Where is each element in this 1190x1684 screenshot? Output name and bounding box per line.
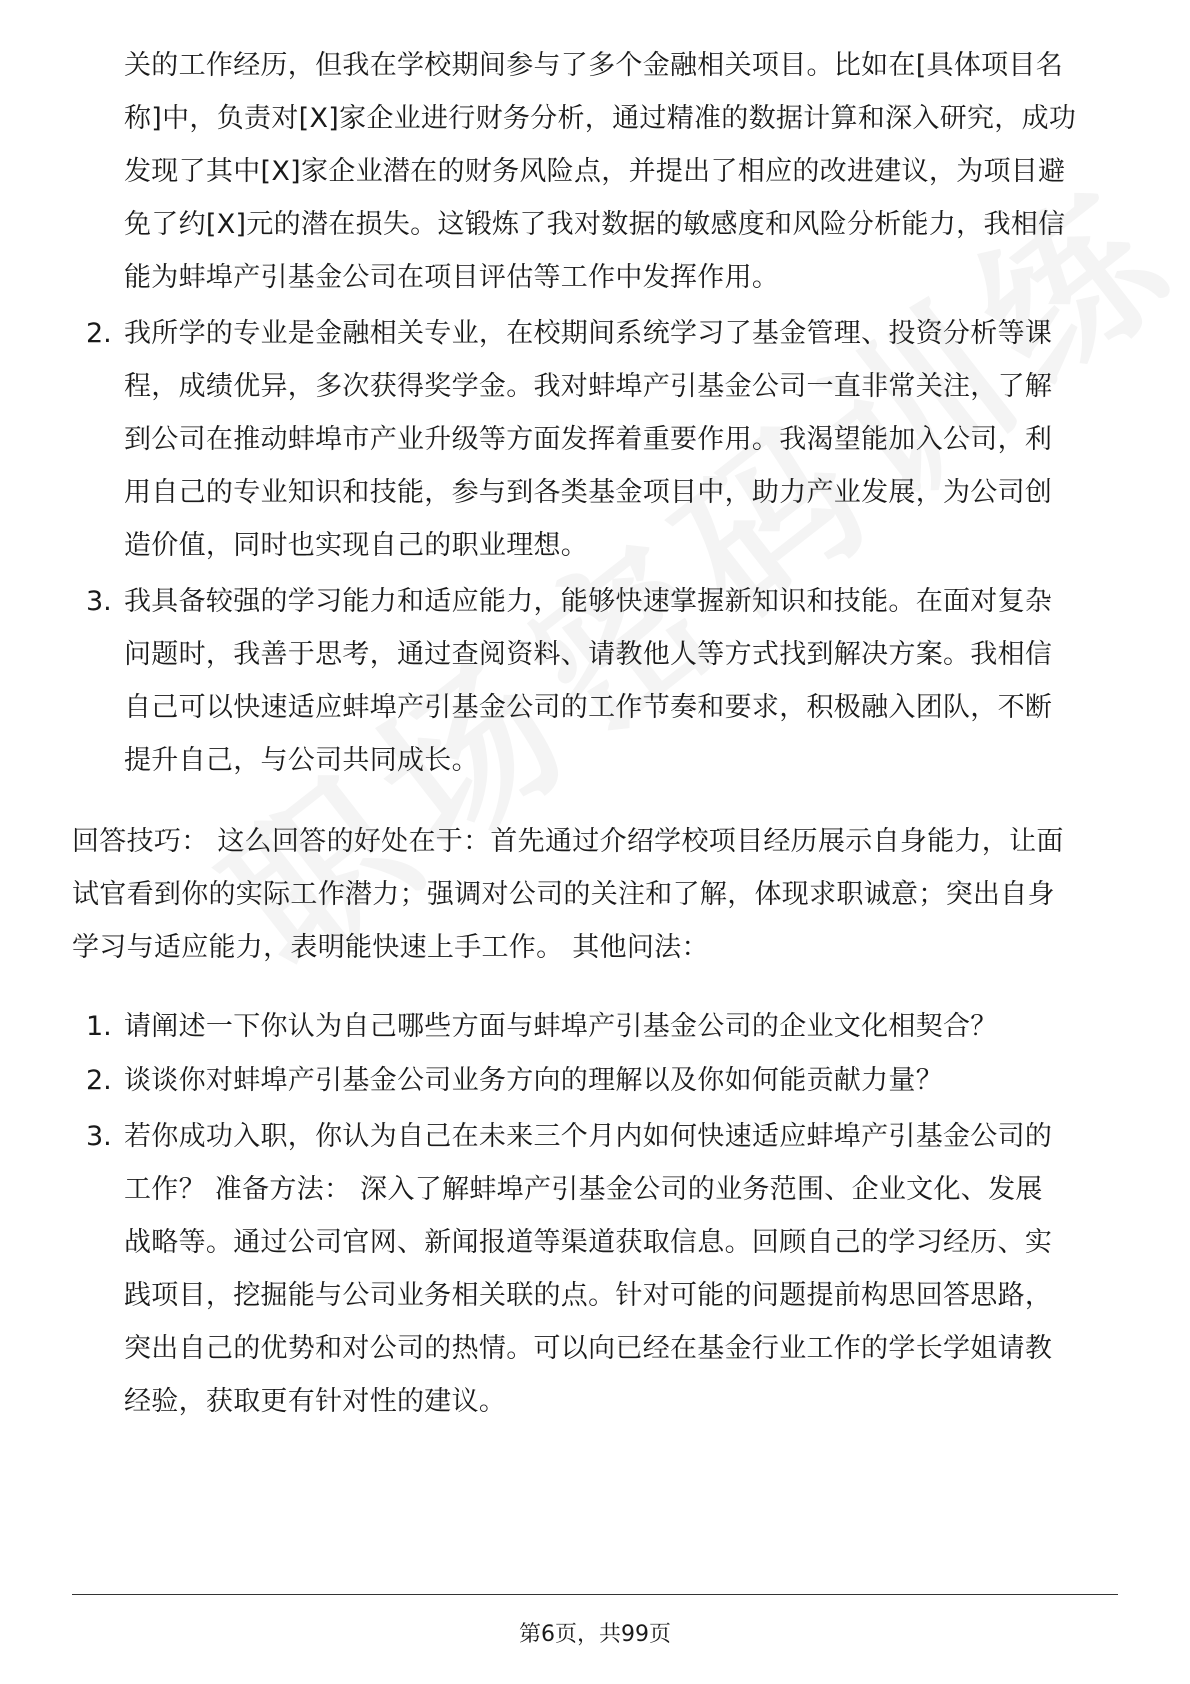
question-line: 突出自己的优势和对公司的热情。可以向已经在基金行业工作的学长学姐请教 xyxy=(124,1333,1053,1364)
question-line: 战略等。通过公司官网、新闻报道等渠道获取信息。回顾自己的学习经历、实 xyxy=(124,1227,1053,1258)
tips-line: 学习与适应能力，表明能快速上手工作。 其他问法： xyxy=(72,932,709,963)
question-line: 工作？ 准备方法： 深入了解蚌埠产引基金公司的业务范围、企业文化、发展 xyxy=(124,1174,1043,1205)
question-line: 践项目，挖掘能与公司业务相关联的点。针对可能的问题提前构思回答思路， xyxy=(124,1280,1053,1311)
list-item-line: 造价值，同时也实现自己的职业理想。 xyxy=(124,530,589,561)
list-number: 2. xyxy=(86,1065,112,1096)
paragraph-line: 免了约[X]元的潜在损失。这锻炼了我对数据的敏感度和风险分析能力，我相信 xyxy=(124,209,1066,240)
list-item-line: 我所学的专业是金融相关专业，在校期间系统学习了基金管理、投资分析等课 xyxy=(124,318,1053,349)
list-number: 1. xyxy=(86,1011,112,1042)
question-line: 经验，获取更有针对性的建议。 xyxy=(124,1386,507,1417)
list-item-line: 用自己的专业知识和技能，参与到各类基金项目中，助力产业发展，为公司创 xyxy=(124,477,1053,508)
list-number: 3. xyxy=(86,1121,112,1152)
question-line: 若你成功入职，你认为自己在未来三个月内如何快速适应蚌埠产引基金公司的 xyxy=(124,1121,1053,1152)
paragraph-line: 发现了其中[X]家企业潜在的财务风险点，并提出了相应的改进建议，为项目避 xyxy=(124,156,1066,187)
list-item-line: 我具备较强的学习能力和适应能力，能够快速掌握新知识和技能。在面对复杂 xyxy=(124,586,1053,617)
list-number: 3. xyxy=(86,586,112,617)
list-item-line: 到公司在推动蚌埠市产业升级等方面发挥着重要作用。我渴望能加入公司，利 xyxy=(124,424,1053,455)
page-number: 第6页，共99页 xyxy=(519,1622,671,1647)
tips-line: 回答技巧： 这么回答的好处在于：首先通过介绍学校项目经历展示自身能力，让面 xyxy=(72,826,1064,857)
list-item-line: 问题时，我善于思考，通过查阅资料、请教他人等方式找到解决方案。我相信 xyxy=(124,639,1053,670)
paragraph-line: 能为蚌埠产引基金公司在项目评估等工作中发挥作用。 xyxy=(124,262,780,293)
list-number: 2. xyxy=(86,318,112,349)
list-item-line: 提升自己，与公司共同成长。 xyxy=(124,745,479,776)
footer-divider xyxy=(72,1594,1118,1595)
question-line: 请阐述一下你认为自己哪些方面与蚌埠产引基金公司的企业文化相契合？ xyxy=(124,1011,998,1042)
tips-line: 试官看到你的实际工作潜力；强调对公司的关注和了解，体现求职诚意；突出自身 xyxy=(72,879,1055,910)
paragraph-line: 称]中，负责对[X]家企业进行财务分析，通过精准的数据计算和深入研究，成功 xyxy=(124,103,1077,134)
list-item-line: 自己可以快速适应蚌埠产引基金公司的工作节奏和要求，积极融入团队，不断 xyxy=(124,692,1053,723)
question-line: 谈谈你对蚌埠产引基金公司业务方向的理解以及你如何能贡献力量？ xyxy=(124,1065,943,1096)
list-item-line: 程，成绩优异，多次获得奖学金。我对蚌埠产引基金公司一直非常关注，了解 xyxy=(124,371,1053,402)
paragraph-line: 关的工作经历，但我在学校期间参与了多个金融相关项目。比如在[具体项目名 xyxy=(124,50,1064,81)
